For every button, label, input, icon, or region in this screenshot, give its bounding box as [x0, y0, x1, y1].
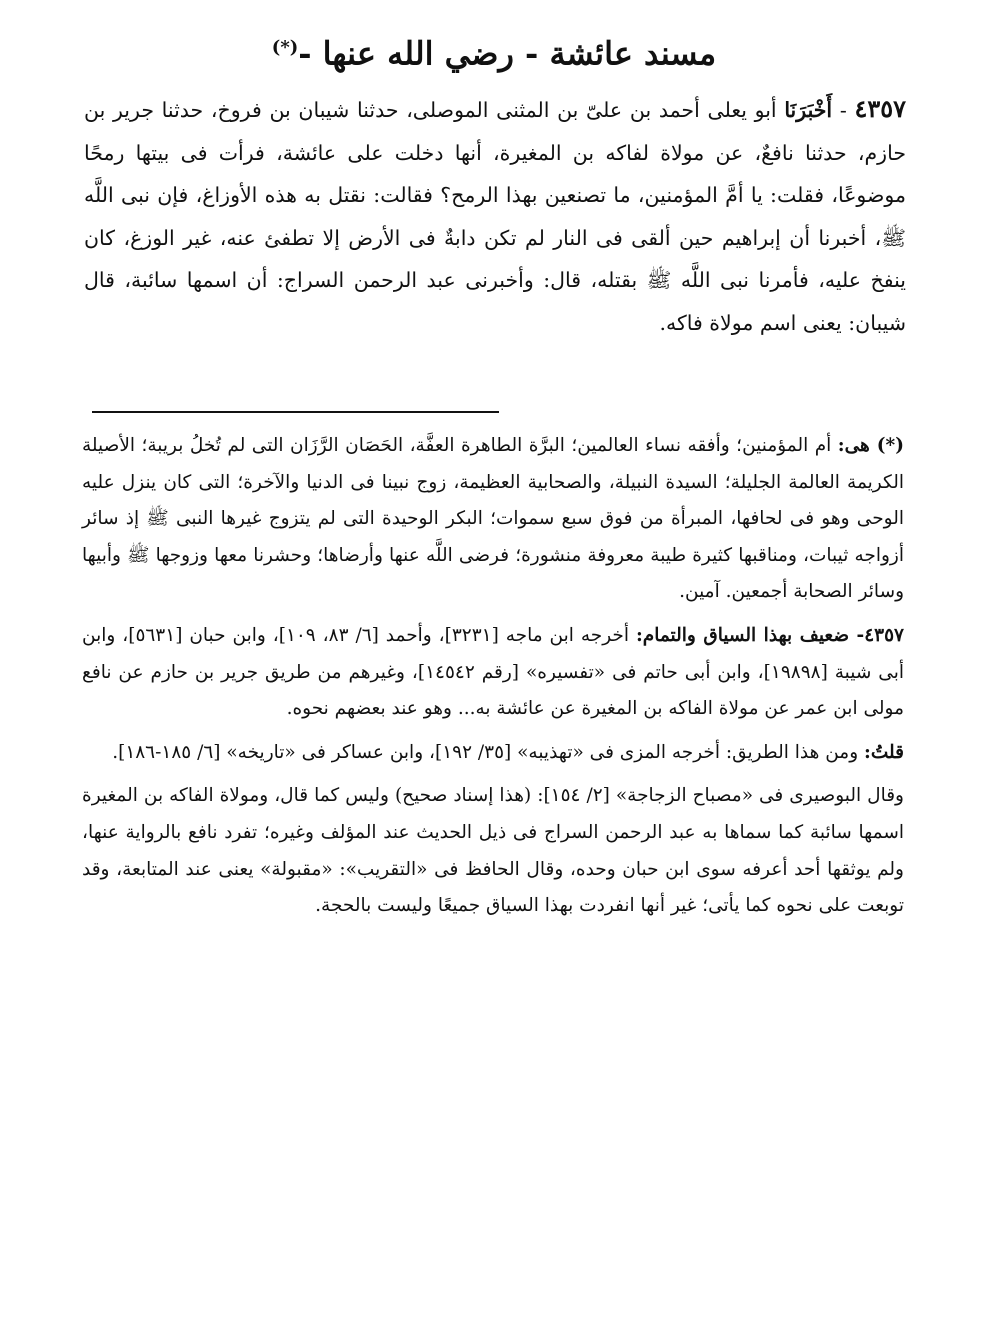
footnote-busiri-text: وقال البوصيرى فى «مصباح الزجاجة» [٢/ ١٥٤]: (هذا إسناد صحيح) وليس كما قال، ومولاة الفاكه بن المغيرة اسمها سائبة كما سماها به عبد الرحمن السراج فى ذيل الحديث عند المؤلف وغيره؛ تفرد نافع بالرواية عنها، ولم يوثقها أحد أعرفه سوى ابن حبان وحده، وقال الحافظ فى «التقريب»: «مقبولة» يعنى عند المتابعة، وقد توبعت على نحوه كما يأتى؛ غير أنها انفردت بهذا السياق جميعًا وليست بالحجة.: [82, 785, 904, 917]
title-text: مسند عائشة - رضي الله عنها -: [298, 34, 717, 73]
hadith-text-block: [84, 88, 906, 345]
hadith-dash: -: [832, 98, 847, 122]
footnote-qultu-lead: قلتُ:: [864, 741, 904, 763]
footnote-takhrij-lead: ٤٣٥٧- ضعيف بهذا السياق والتمام:: [635, 624, 904, 646]
footnote-star-lead: (*) هى:: [837, 435, 904, 456]
footnotes-block: [82, 428, 904, 925]
page-title: [0, 18, 988, 84]
footnote-takhrij: [82, 618, 904, 728]
hadith-lead: أَخْبَرَنَا: [784, 98, 833, 122]
footnote-qultu-text: ومن هذا الطريق: أخرجه المزى فى «تهذيبه» [٣٥/ ١٩٢]، وابن عساكر فى «تاريخه» [٦/ ١٨٥-١٨٦].: [112, 741, 859, 763]
footnote-qultu: [82, 735, 904, 772]
hadith-body: أبو يعلى أحمد بن علىّ بن المثنى الموصلى، حدثنا شيبان بن فروخ، حدثنا جرير بن حازم، حدثنا نافعٌ، عن مولاة لفاكه بن المغيرة، أنها دخلت على عائشة، فرأت فى بيتها رمحًا موضوعًا، فقلت: يا أمَّ المؤمنين، ما تصنعين بهذا الرمح؟ فقالت: نقتل به هذه الأوزاغ، فإن نبى اللَّه ﷺ، أخبرنا أن إبراهيم حين ألقى فى النار لم تكن دابةٌ فى الأرض إلا تطفئ عنه، غير الوزغ، كان ينفخ عليه، فأمرنا نبى اللَّه ﷺ بقتله، قال: وأخبرنى عبد الرحمن السراج: أن اسمها سائبة، قال شيبان: يعنى اسم مولاة فاكه.: [84, 98, 906, 335]
hadith-number: ٤٣٥٧: [854, 94, 906, 123]
title-footnote-mark: (*): [271, 37, 299, 58]
footnote-aisha-bio: [82, 428, 904, 611]
footnote-busiri: [82, 778, 904, 924]
footnote-separator: [92, 411, 499, 413]
footnote-star-text: أم المؤمنين؛ وأفقه نساء العالمين؛ البرَّة الطاهرة العفَّة، الحَصَان الرَّزَان التى لم تُخلُ بريبة؛ الأصيلة الكريمة العالمة الجليلة؛ السيدة النبيلة، والصحابية العظيمة، زوج نبينا فى الدنيا والآخرة؛ التى كان ينزل عليه الوحى وهو فى لحافها، المبرأة من فوق سبع سموات؛ البكر الوحيدة التى لم يتزوج غيرها النبى ﷺ إذ سائر أزواجه ثيبات، ومناقبها كثيرة طيبة معروفة منشورة؛ فرضى اللَّه عنها وأرضاها؛ وحشرنا معها وزوجها ﷺ وأبيها وسائر الصحابة أجمعين. آمين.: [82, 435, 904, 603]
footnote-takhrij-text: أخرجه ابن ماجه [٣٢٣١]، وأحمد [٦/ ٨٣، ١٠٩]، وابن حبان [٥٦٣١]، وابن أبى شيبة [١٩٨٩٨]، وابن أبى حاتم فى «تفسيره» [رقم ١٤٥٤٢]، وغيرهم من طريق جرير بن حازم عن نافع مولى ابن عمر عن مولاة الفاكه بن المغيرة عن عائشة به... وهو عند بعضهم نحوه.: [82, 624, 904, 720]
